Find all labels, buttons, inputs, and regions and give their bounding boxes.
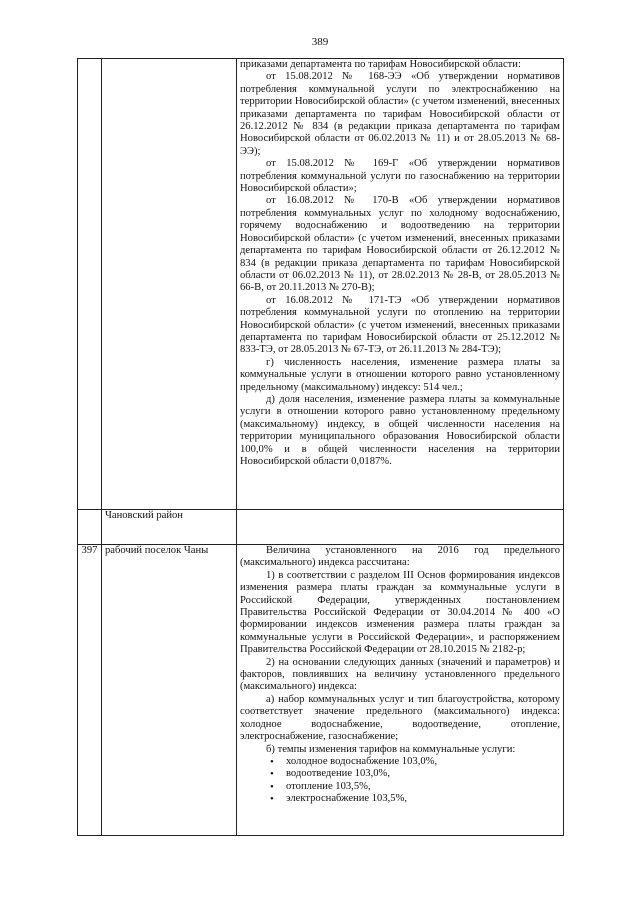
- paragraph: Величина установленного на 2016 год предельного (максимального) индекса рассчитана:: [240, 545, 560, 569]
- paragraph: б) темпы изменения тарифов на коммунальные услуги:: [266, 743, 516, 755]
- row-number-cell: [78, 59, 102, 510]
- paragraph: а) набор коммунальных услуг и тип благоустройства, которому соответствует значение предельного (максимального) индекса: холодное водоснабжение, водоотведение, отопление, электроснабжение, газоснабжение;: [240, 693, 560, 743]
- row-name-cell: [102, 59, 237, 510]
- row-number-cell: [78, 510, 102, 545]
- paragraph: д) доля населения, изменение размера платы за коммунальные услуги в отношении которого равно установленному предельному (максимальному) индексу, в общей численности населения на территории муниципального образования Новосибирской области 100,0% и в общей численности населения на территории Новосибирской области 0,0187%.: [240, 393, 560, 467]
- settlement-name-cell: рабочий поселок Чаны: [102, 545, 237, 836]
- list-item: • отопление 103,5%,: [286, 781, 560, 793]
- paragraph: г) численность населения, изменение размера платы за коммунальные услуги в отношении которого равно установленному предельному (максимальному) индексу: 514 чел.;: [240, 356, 560, 393]
- list-item: • холодное водоснабжение 103,0%,: [286, 756, 560, 768]
- paragraph: от 15.08.2012 № 169-Г «Об утверждении нормативов потребления коммунальной услуги по газоснабжению на территории Новосибирской области»;: [240, 158, 560, 195]
- tariff-list: [240, 756, 560, 806]
- paragraph: от 16.08.2012 № 170-В «Об утверждении нормативов потребления коммунальных услуг по холодному водоснабжению, горячему водоснабжению и водоотведению на территории Новосибирской области» (с учетом изменений, внесенных приказами департамента по тарифам Новосибирской области от 26.12.2012 № 834 (в редакции приказа департамента по тарифам Новосибирской области от 06.02.2013 № 11), от 28.02.2013 № 28-В, от 28.05.2013 № 66-В, от 20.11.2013 № 270-В);: [240, 195, 560, 294]
- paragraph: приказами департамента по тарифам Новосибирской области:: [240, 59, 521, 70]
- paragraph: от 15.08.2012 № 168-ЭЭ «Об утверждении нормативов потребления коммунальной услуги по электроснабжению на территории Новосибирской области» (с учетом изменений, внесенных приказами департамента по тарифам Новосибирской области от 26.12.2012 № 834 (в редакции приказа департамента по тарифам Новосибирской области от 06.02.2013 № 11) и от 28.05.2013 № 68-ЭЭ);: [240, 71, 560, 157]
- paragraph: 2) на основании следующих данных (значений и параметров) и факторов, повлиявших на величину установленного предельного (максимального) индекса:: [240, 656, 560, 693]
- table-row: [78, 545, 564, 836]
- page-number: 389: [311, 36, 329, 48]
- row-text-cell: [237, 510, 564, 545]
- paragraph: 1) в соответствии с разделом III Основ формирования индексов изменения размера платы граждан за коммунальные услуги в Российской Федерации, утвержденных постановлением Правительства Российской Федерации от 30.04.2014 № 400 «О формировании индексов изменения размера платы граждан за коммунальные услуги в Российской Федерации», и распоряжением Правительства Российской Федерации от 28.10.2015 № 2182-р;: [240, 569, 560, 656]
- table-row: [78, 59, 564, 510]
- row-text-cell: [237, 545, 564, 836]
- district-name-cell: Чановский район: [102, 510, 237, 545]
- document-table: [77, 58, 564, 836]
- list-item: • электроснабжение 103,5%,: [286, 793, 560, 805]
- paragraph: от 16.08.2012 № 171-ТЭ «Об утверждении нормативов потребления коммунальной услуги по отоплению на территории Новосибирской области» (с учетом изменений, внесенных приказами департамента по тарифам Новосибирской области от 25.12.2012 № 833-ТЭ, от 28.05.2013 № 67-ТЭ, от 26.11.2013 № 284-ТЭ);: [240, 294, 560, 356]
- row-text-cell: [237, 59, 564, 510]
- table-row: [78, 510, 564, 545]
- list-item: • водоотведение 103,0%,: [286, 768, 560, 780]
- row-number-cell: 397: [78, 545, 102, 836]
